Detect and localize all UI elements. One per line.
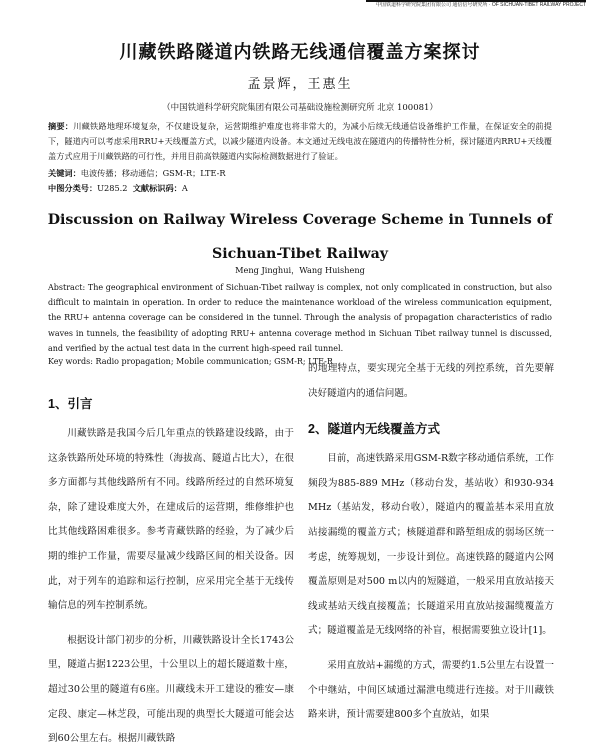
- body-column-right: [308, 357, 554, 728]
- abstract-chinese-label: 摘要：: [48, 121, 74, 131]
- keywords-english-label: Key words:: [48, 357, 93, 366]
- affiliation-chinese: （中国铁道科学研究院集团有限公司基础设施检测研究所 北京 100081）: [162, 103, 438, 113]
- journal-masthead: [366, 0, 586, 10]
- abstract-english: [48, 280, 552, 356]
- section-1-continuation: 的地理特点，要实现完全基于无线的列控系统，首先要解决好隧道内的通信问题。: [308, 363, 554, 399]
- section-1-paragraph-1: 川藏铁路是我国今后几年重点的铁路建设线路，由于这条铁路所处环境的特殊性（海拔高、隧道占比大），在很多方面都与其他线路所有不同。线路所经过的自然环境复杂，除了建设难度大外，在建成后的运营期，维修维护也比其他线路困难很多。参考青藏铁路的经验，为了减少后期的维护工作量，需要尽量减少线路区间的相关设备。因此，对于列车的追踪和运行控制，应采用完全基于无线传输信息的列车控制系统。: [48, 428, 294, 612]
- section-2-paragraph-2: 采用直放站+漏缆的方式，需要约1.5公里左右设置一个中继站，中间区域通过漏泄电缆进行连接。对于川藏铁路来讲，预计需要建800多个直放站，如果: [308, 659, 554, 721]
- section-1-paragraph-2: 根据设计部门初步的分析，川藏铁路设计全长1743公里，隧道占据1223公里，十公里以上的超长隧道数十座，超过30公里的隧道有6座。川藏线未开工建设的雅安—康定段、康定—林芝段，可能出现的典型长大隧道可能会达到60公里左右。根据川藏铁路: [48, 634, 294, 745]
- section-2-heading: 2、隧道内无线覆盖方式: [308, 422, 440, 437]
- keywords-chinese: [48, 166, 552, 180]
- abstract-chinese-text: 川藏铁路地理环境复杂，不仅建设复杂，运营期维护难度也将非常大的，为减小后续无线通信设备维护工作量，在保证安全的前提下，隧道内可以考虑采用RRU+天线覆盖方式，以减少隧道内设备。本文通过无线电波在隧道内的传播特性分析，探讨隧道内RRU+天线覆盖方式应用于川藏铁路的可行性，并用目前高铁隧道内实际检测数据进行了验证。: [48, 121, 552, 161]
- authors-english: Meng Jinghui，Wang Huisheng: [235, 265, 365, 275]
- keywords-chinese-text: 电波传播；移动通信；GSM-R；LTE-R: [80, 168, 226, 178]
- keywords-chinese-label: 关键词：: [48, 168, 81, 178]
- classification-label: 中图分类号：: [48, 183, 98, 193]
- abstract-english-text: The geographical environment of Sichuan-Tibet railway is complex, not only complicated in construction, but also difficult to maintain in operation. In order to reduce the maintenance workload of the wireless communication equipment, the RRU+ antenna coverage can be considered in the tunnel. Through the analysis of propagation characteristics of radio waves in tunnels, the feasibility of adopting RRU+ antenna coverage method in Sichuan Tibet railway tunnel is discussed, and verified by the actual test data in the current high-speed rail tunnel.: [48, 283, 553, 353]
- keywords-english-text: Radio propagation; Mobile communication; GSM-R; LTE-R: [95, 357, 333, 366]
- document-code-label: 文献标识码：: [132, 183, 182, 193]
- body-column-left: [48, 394, 294, 752]
- abstract-english-label: Abstract:: [48, 283, 86, 292]
- paper-title-chinese: 川藏铁路隧道内铁路无线通信覆盖方案探讨: [119, 42, 481, 63]
- paper-title-english: Discussion on Railway Wireless Coverage Scheme in Tunnels of Sichuan-Tibet Railway: [47, 212, 553, 262]
- section-2-paragraph-1: 目前，高速铁路采用GSM-R数字移动通信系统，工作频段为885-889 MHz（移动台发，基站收）和930-934 MHz（基站发，移动台收），隧道内的覆盖基本采用直放站接漏缆的覆盖方式；核隧道群和路堑组成的弱场区统一考虑，统筹规划，一步设计到位。高速铁路的隧道内公网覆盖原则是对500 m以内的短隧道，一般采用直放站接天线或基站天线直接覆盖；长隧道采用直放站接漏缆覆盖方式；隧道覆盖是无线网络的补盲，根据需要独立设计[1]。: [308, 453, 554, 637]
- classification-number: U285.2: [97, 183, 128, 193]
- abstract-chinese: [48, 119, 552, 164]
- section-1-heading: 1、引言: [48, 397, 93, 411]
- masthead-text: 中国铁道科学研究院集团有限公司 通信信号研究所 · OF SICHUAN-TIBET RAILWAY PROJECT: [375, 2, 586, 8]
- document-code: A: [181, 183, 188, 193]
- authors-chinese: 孟景辉，王惠生: [247, 77, 353, 92]
- classification-line: [48, 181, 552, 195]
